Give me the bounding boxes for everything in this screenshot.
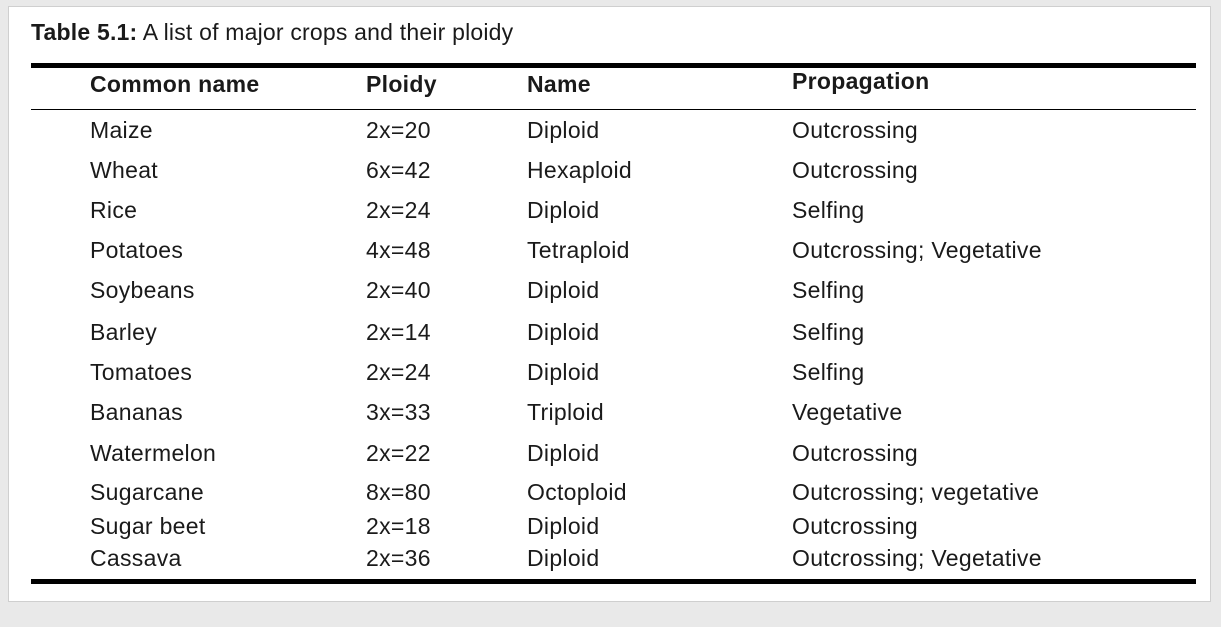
header-ploidy: Ploidy <box>366 71 437 97</box>
header-rule <box>31 109 1196 110</box>
bottom-rule <box>31 579 1196 584</box>
crop-ploidy-name: Diploid <box>527 440 600 466</box>
crop-ploidy: 3x=33 <box>366 399 431 425</box>
crop-common-name: Bananas <box>90 399 183 425</box>
crop-ploidy-name: Diploid <box>527 319 600 345</box>
crop-ploidy: 2x=36 <box>366 545 431 571</box>
crop-ploidy: 2x=14 <box>366 319 431 345</box>
crop-propagation: Outcrossing; Vegetative <box>792 237 1042 263</box>
crop-ploidy-name: Tetraploid <box>527 237 630 263</box>
crop-ploidy: 2x=40 <box>366 277 431 303</box>
top-rule <box>31 63 1196 68</box>
crop-common-name: Rice <box>90 197 138 223</box>
crop-ploidy-name: Diploid <box>527 359 600 385</box>
crop-propagation: Vegetative <box>792 399 903 425</box>
crop-propagation: Outcrossing <box>792 513 919 539</box>
crop-common-name: Sugar beet <box>90 513 206 539</box>
header-name: Name <box>527 71 591 97</box>
crop-propagation: Outcrossing <box>792 117 919 143</box>
table-figure <box>8 6 1211 602</box>
crop-ploidy-name: Diploid <box>527 513 600 539</box>
caption-text: A list of major crops and their ploidy <box>137 19 514 45</box>
crop-propagation: Outcrossing; vegetative <box>792 479 1040 505</box>
header-common-name: Common name <box>90 71 260 97</box>
crop-ploidy-name: Triploid <box>527 399 604 425</box>
crop-propagation: Outcrossing <box>792 157 919 183</box>
crop-propagation: Selfing <box>792 197 865 223</box>
crop-ploidy: 6x=42 <box>366 157 431 183</box>
crop-common-name: Wheat <box>90 157 158 183</box>
header-propagation: Propagation <box>792 68 930 94</box>
crop-common-name: Soybeans <box>90 277 195 303</box>
crop-propagation: Selfing <box>792 319 865 345</box>
crop-ploidy: 2x=24 <box>366 359 431 385</box>
crop-ploidy: 4x=48 <box>366 237 431 263</box>
crop-ploidy: 2x=22 <box>366 440 431 466</box>
crop-ploidy: 2x=18 <box>366 513 431 539</box>
crop-ploidy: 2x=24 <box>366 197 431 223</box>
crop-ploidy-name: Diploid <box>527 197 600 223</box>
crop-common-name: Barley <box>90 319 157 345</box>
crop-common-name: Cassava <box>90 545 182 571</box>
crop-ploidy: 8x=80 <box>366 479 431 505</box>
crop-propagation: Outcrossing <box>792 440 919 466</box>
crop-propagation: Selfing <box>792 277 865 303</box>
table-caption <box>31 19 513 46</box>
crop-common-name: Sugarcane <box>90 479 204 505</box>
crop-common-name: Tomatoes <box>90 359 193 385</box>
crop-ploidy-name: Octoploid <box>527 479 627 505</box>
caption-label: Table 5.1: <box>31 19 138 45</box>
crop-ploidy-name: Diploid <box>527 117 600 143</box>
crop-propagation: Selfing <box>792 359 865 385</box>
crop-common-name: Maize <box>90 117 153 143</box>
crop-ploidy-name: Diploid <box>527 545 600 571</box>
crop-ploidy: 2x=20 <box>366 117 431 143</box>
crop-propagation: Outcrossing; Vegetative <box>792 545 1042 571</box>
crop-common-name: Potatoes <box>90 237 184 263</box>
crop-common-name: Watermelon <box>90 440 217 466</box>
crop-ploidy-name: Diploid <box>527 277 600 303</box>
crop-ploidy-name: Hexaploid <box>527 157 632 183</box>
